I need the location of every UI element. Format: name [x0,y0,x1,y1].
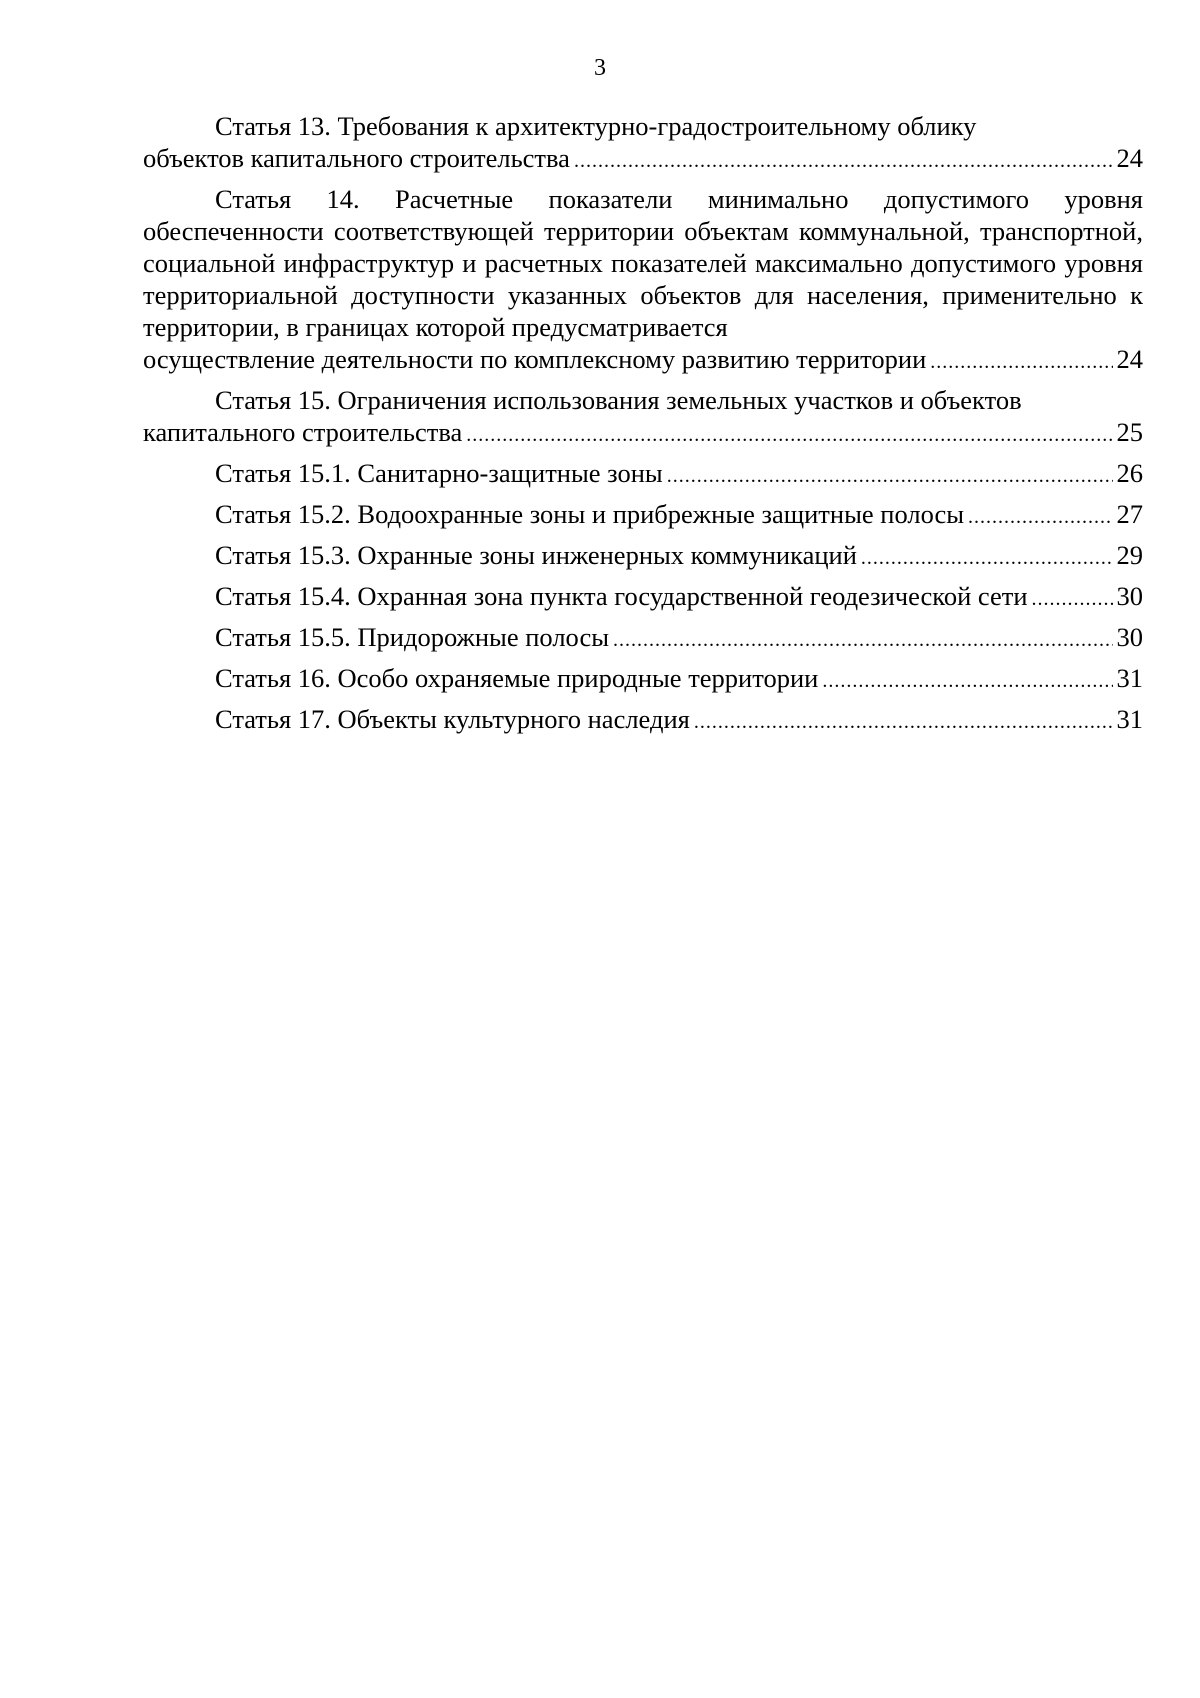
toc-page-number: 25 [1116,417,1143,447]
toc-entry-text: Статья 15.4. Охранная зона пункта государственной геодезической сети [215,581,1028,611]
toc-page-number: 24 [1116,344,1143,374]
toc-entry-article-15-5[interactable] [143,621,1143,656]
toc-entry-article-15-1[interactable] [143,457,1143,492]
dot-leader [667,460,1113,492]
dot-leader [822,665,1112,697]
toc-entry-article-15[interactable] [143,384,1143,451]
toc-page-number: 30 [1116,581,1143,611]
toc-entry-text-end: объектов капитального строительства [143,143,570,173]
toc-page-number: 27 [1116,499,1143,529]
toc-entry-text-end: капитального строительства [143,417,463,447]
toc-page-number: 30 [1116,622,1143,652]
toc-page-number: 29 [1116,540,1143,570]
toc-entry-article-17[interactable] [143,703,1143,738]
dot-leader [466,419,1112,451]
toc-entry-article-15-2[interactable] [143,498,1143,533]
dot-leader [613,624,1112,656]
table-of-contents [143,110,1143,744]
toc-entry-text: Статья 15.2. Водоохранные зоны и прибрежные защитные полосы [215,499,965,529]
toc-entry-article-15-4[interactable] [143,580,1143,615]
toc-entry-article-15-3[interactable] [143,539,1143,574]
toc-page-number: 24 [1116,143,1143,173]
toc-page-number: 31 [1116,663,1143,693]
toc-entry-text: Статья 15. Ограничения использования земельных участков и объектов [215,385,1022,415]
page-number: 3 [594,55,606,81]
dot-leader [968,501,1112,533]
toc-entry-text: Статья 16. Особо охраняемые природные территории [215,663,819,693]
dot-leader [861,542,1113,574]
toc-entry-article-16[interactable] [143,662,1143,697]
toc-entry-text: Статья 15.1. Санитарно-защитные зоны [215,458,663,488]
toc-entry-article-14[interactable] [143,183,1143,378]
toc-entry-article-13[interactable] [143,110,1143,177]
toc-page-number: 31 [1116,704,1143,734]
dot-leader [1032,583,1113,615]
dot-leader [694,706,1113,738]
toc-entry-text: Статья 17. Объекты культурного наследия [215,704,690,734]
toc-entry-last-line [143,142,1143,177]
toc-entry-last-line [143,416,1143,451]
toc-entry-text: Статья 14. Расчетные показатели минимально допустимого уровня обеспеченности соответствующей территории объектам коммунальной, транспортной, социальной инфраструктур и расчетных показателей максимально допустимого уровня территориальной доступности указанных объектов для населения, применительно к территории, в границах которой предусматривается [143,184,1143,342]
dot-leader [574,145,1113,177]
toc-page-number: 26 [1116,458,1143,488]
toc-entry-last-line [143,343,1143,378]
toc-entry-text-end: осуществление деятельности по комплексному развитию территории [143,344,927,374]
toc-entry-text: Статья 15.3. Охранные зоны инженерных коммуникаций [215,540,857,570]
toc-entry-text: Статья 13. Требования к архитектурно-градостроительному облику [215,111,977,141]
dot-leader [930,346,1112,378]
toc-entry-text: Статья 15.5. Придорожные полосы [215,622,610,652]
